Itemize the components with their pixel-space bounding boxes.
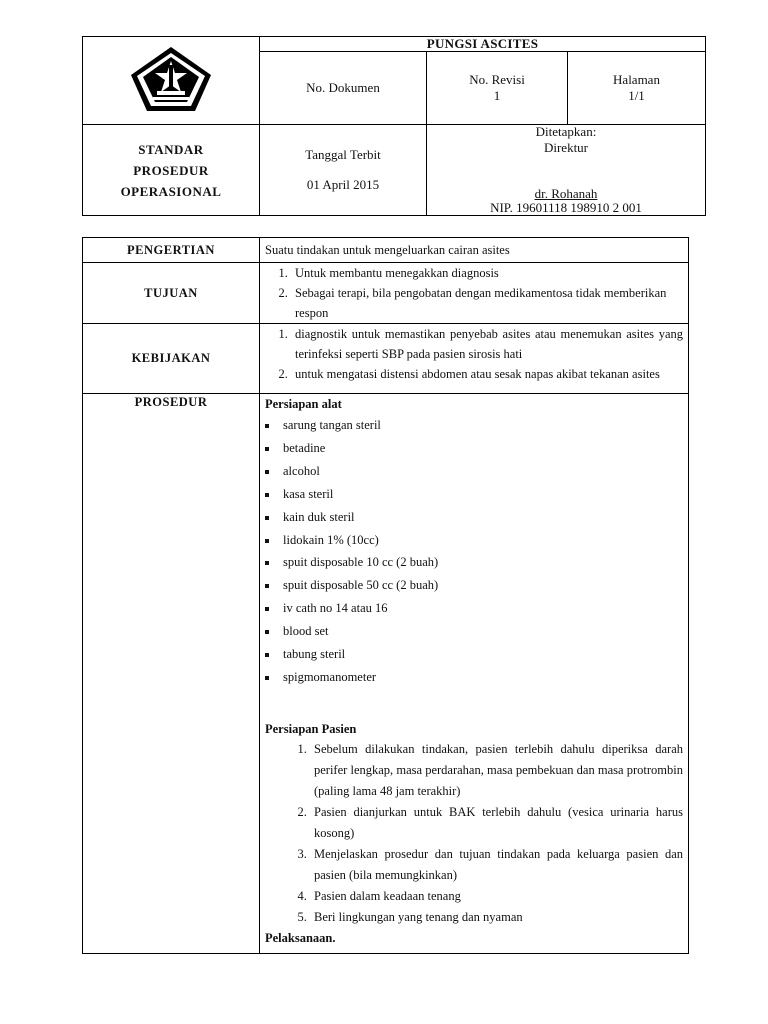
alat-item: ▪ spuit disposable 10 cc (2 buah) [279, 551, 683, 574]
pasien-item: 2. Pasien dianjurkan untuk BAK terlebih dahulu (vesica urinaria harus kosong) [310, 802, 683, 844]
sop-line-3: OPERASIONAL [120, 183, 222, 199]
tujuan-label: TUJUAN [83, 263, 260, 324]
sop-title-cell [83, 125, 260, 216]
alat-item: ▪ lidokain 1% (10cc) [279, 529, 683, 552]
prosedur-label: PROSEDUR [83, 394, 260, 954]
pasien-item: 3. Menjelaskan prosedur dan tujuan tindakan pada keluarga pasien dan pasien (bila memungkinkan) [310, 844, 683, 886]
no-dokumen-label: No. Dokumen [306, 80, 380, 95]
document-title: PUNGSI ASCITES [260, 37, 706, 52]
kebijakan-item: 2. untuk mengatasi distensi abdomen atau sesak napas akibat tekanan asites [291, 364, 683, 384]
halaman-cell [568, 52, 706, 125]
procedure-table [82, 237, 689, 954]
alat-item: ▪ iv cath no 14 atau 16 [279, 597, 683, 620]
no-revisi-cell [427, 52, 568, 125]
sop-line-2: PROSEDUR [133, 162, 209, 178]
no-revisi-value: 1 [493, 88, 501, 103]
alat-item: ▪ alcohol [279, 460, 683, 483]
pengertian-text: Suatu tindakan untuk mengeluarkan cairan asites [260, 238, 689, 263]
document-header-table [82, 36, 706, 216]
kebijakan-label: KEBIJAKAN [83, 324, 260, 394]
halaman-label: Halaman [613, 72, 660, 87]
prosedur-content [260, 394, 689, 954]
tanggal-terbit-value: 01 April 2015 [306, 177, 380, 192]
alat-item: ▪ spuit disposable 50 cc (2 buah) [279, 574, 683, 597]
kebijakan-item: 1. diagnostik untuk memastikan penyebab asites atau menemukan asites yang terinfeksi seperti SBP pada pasien sirosis hati [291, 324, 683, 364]
signatory-nip: NIP. 19601118 198910 2 001 [490, 200, 642, 215]
pasien-item: 4. Pasien dalam keadaan tenang [310, 886, 683, 907]
tujuan-content [260, 263, 689, 324]
tanggal-terbit-label: Tanggal Terbit [305, 147, 381, 162]
halaman-value: 1/1 [628, 88, 645, 103]
persiapan-pasien-heading: Persiapan Pasien [265, 721, 357, 736]
tujuan-item: 2. Sebagai terapi, bila pengobatan dengan medikamentosa tidak memberikan respon [291, 283, 683, 323]
signatory-name: dr. Rohanah [534, 186, 598, 201]
tanggal-terbit-cell [260, 125, 427, 216]
alat-item: ▪ kain duk steril [279, 506, 683, 529]
alat-item: ▪ sarung tangan steril [279, 414, 683, 437]
sop-line-1: STANDAR [138, 141, 204, 157]
alat-item: ▪ spigmomanometer [279, 666, 683, 689]
alat-item: ▪ betadine [279, 437, 683, 460]
jabatan-direktur: Direktur [543, 140, 589, 155]
tujuan-item: 1. Untuk membantu menegakkan diagnosis [291, 263, 683, 283]
kebijakan-content [260, 324, 689, 394]
persiapan-alat-heading: Persiapan alat [265, 397, 342, 411]
pasien-list [265, 739, 683, 928]
regional-emblem-icon [129, 45, 213, 113]
logo-cell [83, 37, 260, 125]
signature-cell [427, 125, 706, 216]
ditetapkan-label: Ditetapkan: [535, 124, 597, 139]
alat-item: ▪ kasa steril [279, 483, 683, 506]
pelaksanaan-heading: Pelaksanaan. [265, 930, 336, 945]
alat-item: ▪ blood set [279, 620, 683, 643]
alat-list [265, 414, 683, 689]
pasien-item: 5. Beri lingkungan yang tenang dan nyaman [310, 907, 683, 928]
alat-item: ▪ tabung steril [279, 643, 683, 666]
pengertian-label: PENGERTIAN [83, 238, 260, 263]
no-revisi-label: No. Revisi [469, 72, 525, 87]
no-dokumen-cell [260, 52, 427, 125]
pasien-item: 1. Sebelum dilakukan tindakan, pasien terlebih dahulu diperiksa darah perifer lengkap, masa perdarahan, masa pembekuan dan masa protrombin (paling lama 48 jam terakhir) [310, 739, 683, 802]
